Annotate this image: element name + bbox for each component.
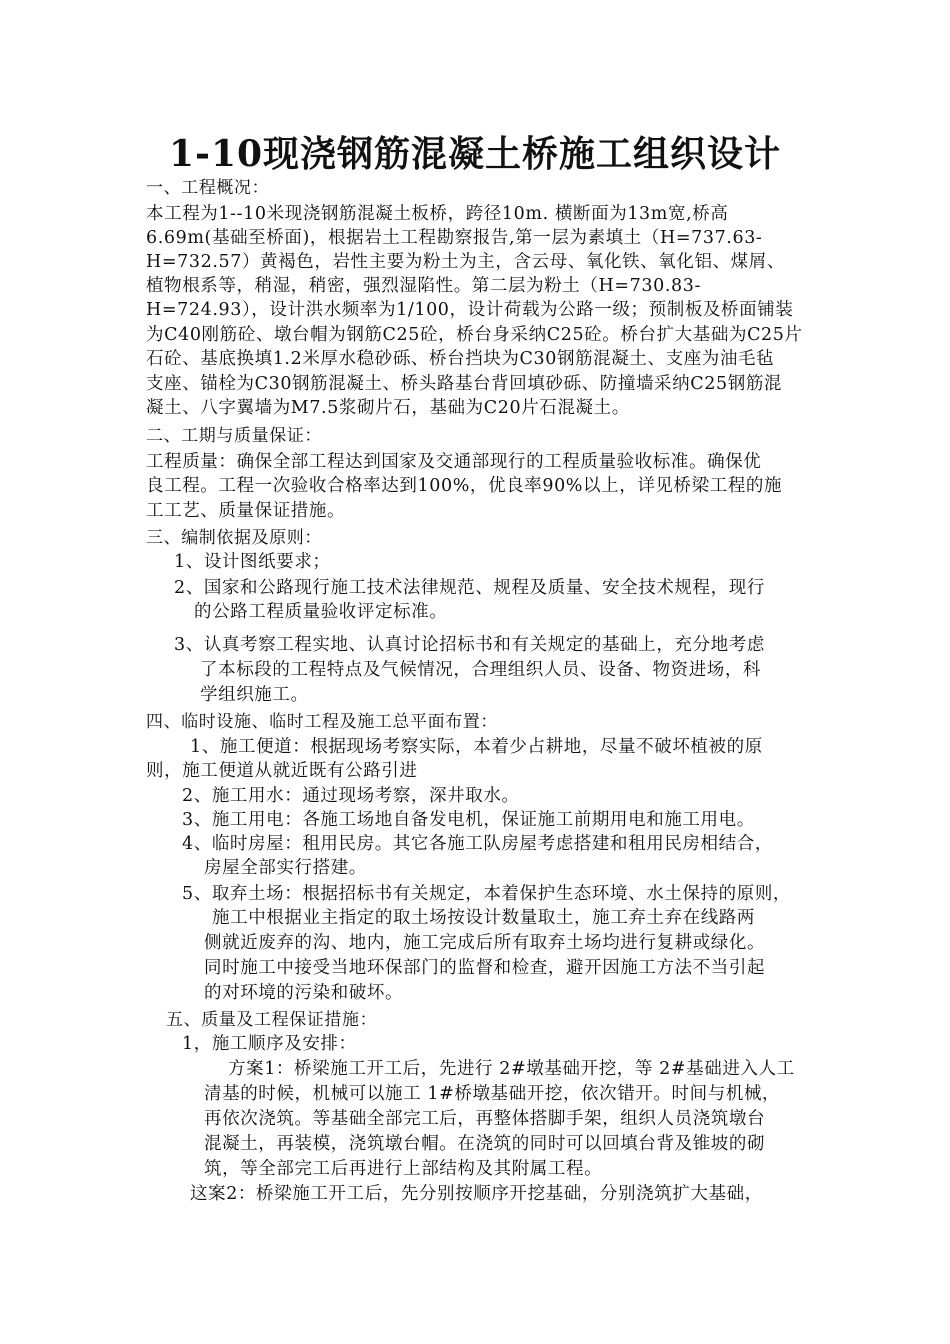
list-item-continuation: 施工中根据业主指定的取土场按设计数量取土，施工弃土弃在线路两 [212, 908, 755, 928]
paragraph-line: 6.69m(基础至桥面)，根据岩土工程勘察报告,第一层为素填土（H=737.63- [146, 228, 763, 248]
section-heading-temporary-facilities: 四、临时设施、临时工程及施工总平面布置： [146, 712, 498, 732]
list-item-continuation: 学组织施工。 [200, 685, 309, 705]
paragraph-line: 混凝土，再装模，浇筑墩台帽。在浇筑的同时可以回填台背及锥坡的砌 [204, 1134, 766, 1154]
list-item: 1、施工便道：根据现场考察实际，本着少占耕地，尽量不破坏植被的原 [190, 737, 763, 757]
list-item: 5、取弃土场：根据招标书有关规定，本着保护生态环境、水土保持的原则， [182, 884, 792, 904]
paragraph-line: 本工程为1--10米现浇钢筋混凝土板桥，跨径10m. 横断面为13m宽,桥高 [146, 204, 729, 224]
paragraph-line: 筑，等全部完工后再进行上部结构及其附属工程。 [204, 1159, 603, 1179]
paragraph-line: 石砼、基底换填1.2米厚水稳砂砾、桥台挡块为C30钢筋混凝土、支座为油毛毡 [146, 349, 775, 369]
list-item-continuation: 房屋全部实行搭建。 [204, 858, 367, 878]
paragraph-line: 植物根系等，稍湿，稍密，强烈湿陷性。第二层为粉土（H=730.83- [146, 276, 701, 296]
paragraph-line: 再依次浇筑。等基础全部完工后，再整体搭脚手架，组织人员浇筑墩台 [204, 1109, 766, 1129]
paragraph-line: 为C40刚筋砼、墩台帽为钢筋C25砼，桥台身采纳C25砼。桥台扩大基础为C25片 [146, 325, 803, 345]
list-item-continuation: 的公路工程质量验收评定标准。 [194, 602, 448, 622]
paragraph-line: 凝土、八字翼墙为M7.5浆砌片石，基础为C20片石混凝土。 [146, 398, 630, 418]
paragraph-line: H=732.57）黄褐色，岩性主要为粉土为主，含云母、氧化铁、氧化铝、煤屑、 [146, 252, 785, 272]
paragraph-line: 方案1：桥梁施工开工后，先进行 2#墩基础开挖，等 2#基础进入人工 [228, 1059, 795, 1079]
list-item-continuation: 则，施工便道从就近既有公路引进 [146, 761, 418, 781]
paragraph-line: 这案2：桥梁施工开工后，先分别按顺序开挖基础，分别浇筑扩大基础， [190, 1184, 763, 1204]
list-item: 2、施工用水：通过现场考察，深井取水。 [182, 786, 520, 806]
section-heading-schedule-quality: 二、工期与质量保证： [146, 426, 322, 446]
section-heading-overview: 一、工程概况： [146, 178, 270, 198]
list-item: 1，施工顺序及安排： [182, 1034, 357, 1054]
list-item: 4、临时房屋：租用民房。其它各施工队房屋考虑搭建和租用民房相结合， [182, 834, 773, 854]
list-item-continuation: 同时施工中接受当地环保部门的监督和检查，避开因施工方法不当引起 [204, 958, 766, 978]
paragraph-line: 支座、锚栓为C30钢筋混凝土、桥头路基台背回填砂砾、防撞墙采纳C25钢筋混 [146, 374, 783, 394]
section-heading-basis-principles: 三、编制依据及原则： [146, 528, 322, 548]
list-item-continuation: 了本标段的工程特点及气候情况，合理组织人员、设备、物资进场，科 [200, 660, 762, 680]
paragraph-line: H=724.93），设计洪水频率为1/100，设计荷载为公路一级；预制板及桥面铺装 [146, 300, 794, 320]
list-item-continuation: 的对环境的污染和破坏。 [204, 983, 404, 1003]
list-item: 3、认真考察工程实地、认真讨论招标书和有关规定的基础上，充分地考虑 [174, 635, 765, 655]
list-item-continuation: 侧就近废弃的沟、地内，施工完成后所有取弃土场均进行复耕或绿化。 [204, 933, 766, 953]
section-heading-quality-measures: 五、质量及工程保证措施： [166, 1010, 378, 1030]
paragraph-line: 良工程。工程一次验收合格率达到100%，优良率90%以上，详见桥梁工程的施 [146, 476, 783, 496]
paragraph-line: 工程质量：确保全部工程达到国家及交通部现行的工程质量验收标准。确保优 [146, 452, 762, 472]
page-title: 1-10现浇钢筋混凝土桥施工组织设计 [168, 133, 782, 175]
list-item: 1、设计图纸要求； [174, 552, 331, 572]
list-item: 3、施工用电：各施工场地自备发电机，保证施工前期用电和施工用电。 [182, 810, 755, 830]
list-item: 2、国家和公路现行施工技术法律规范、规程及质量、安全技术规程，现行 [174, 578, 765, 598]
paragraph-line: 清基的时候，机械可以施工 1#桥墩基础开挖，依次错开。时间与机械， [204, 1084, 781, 1104]
paragraph-line: 工工艺、质量保证措施。 [146, 501, 346, 521]
